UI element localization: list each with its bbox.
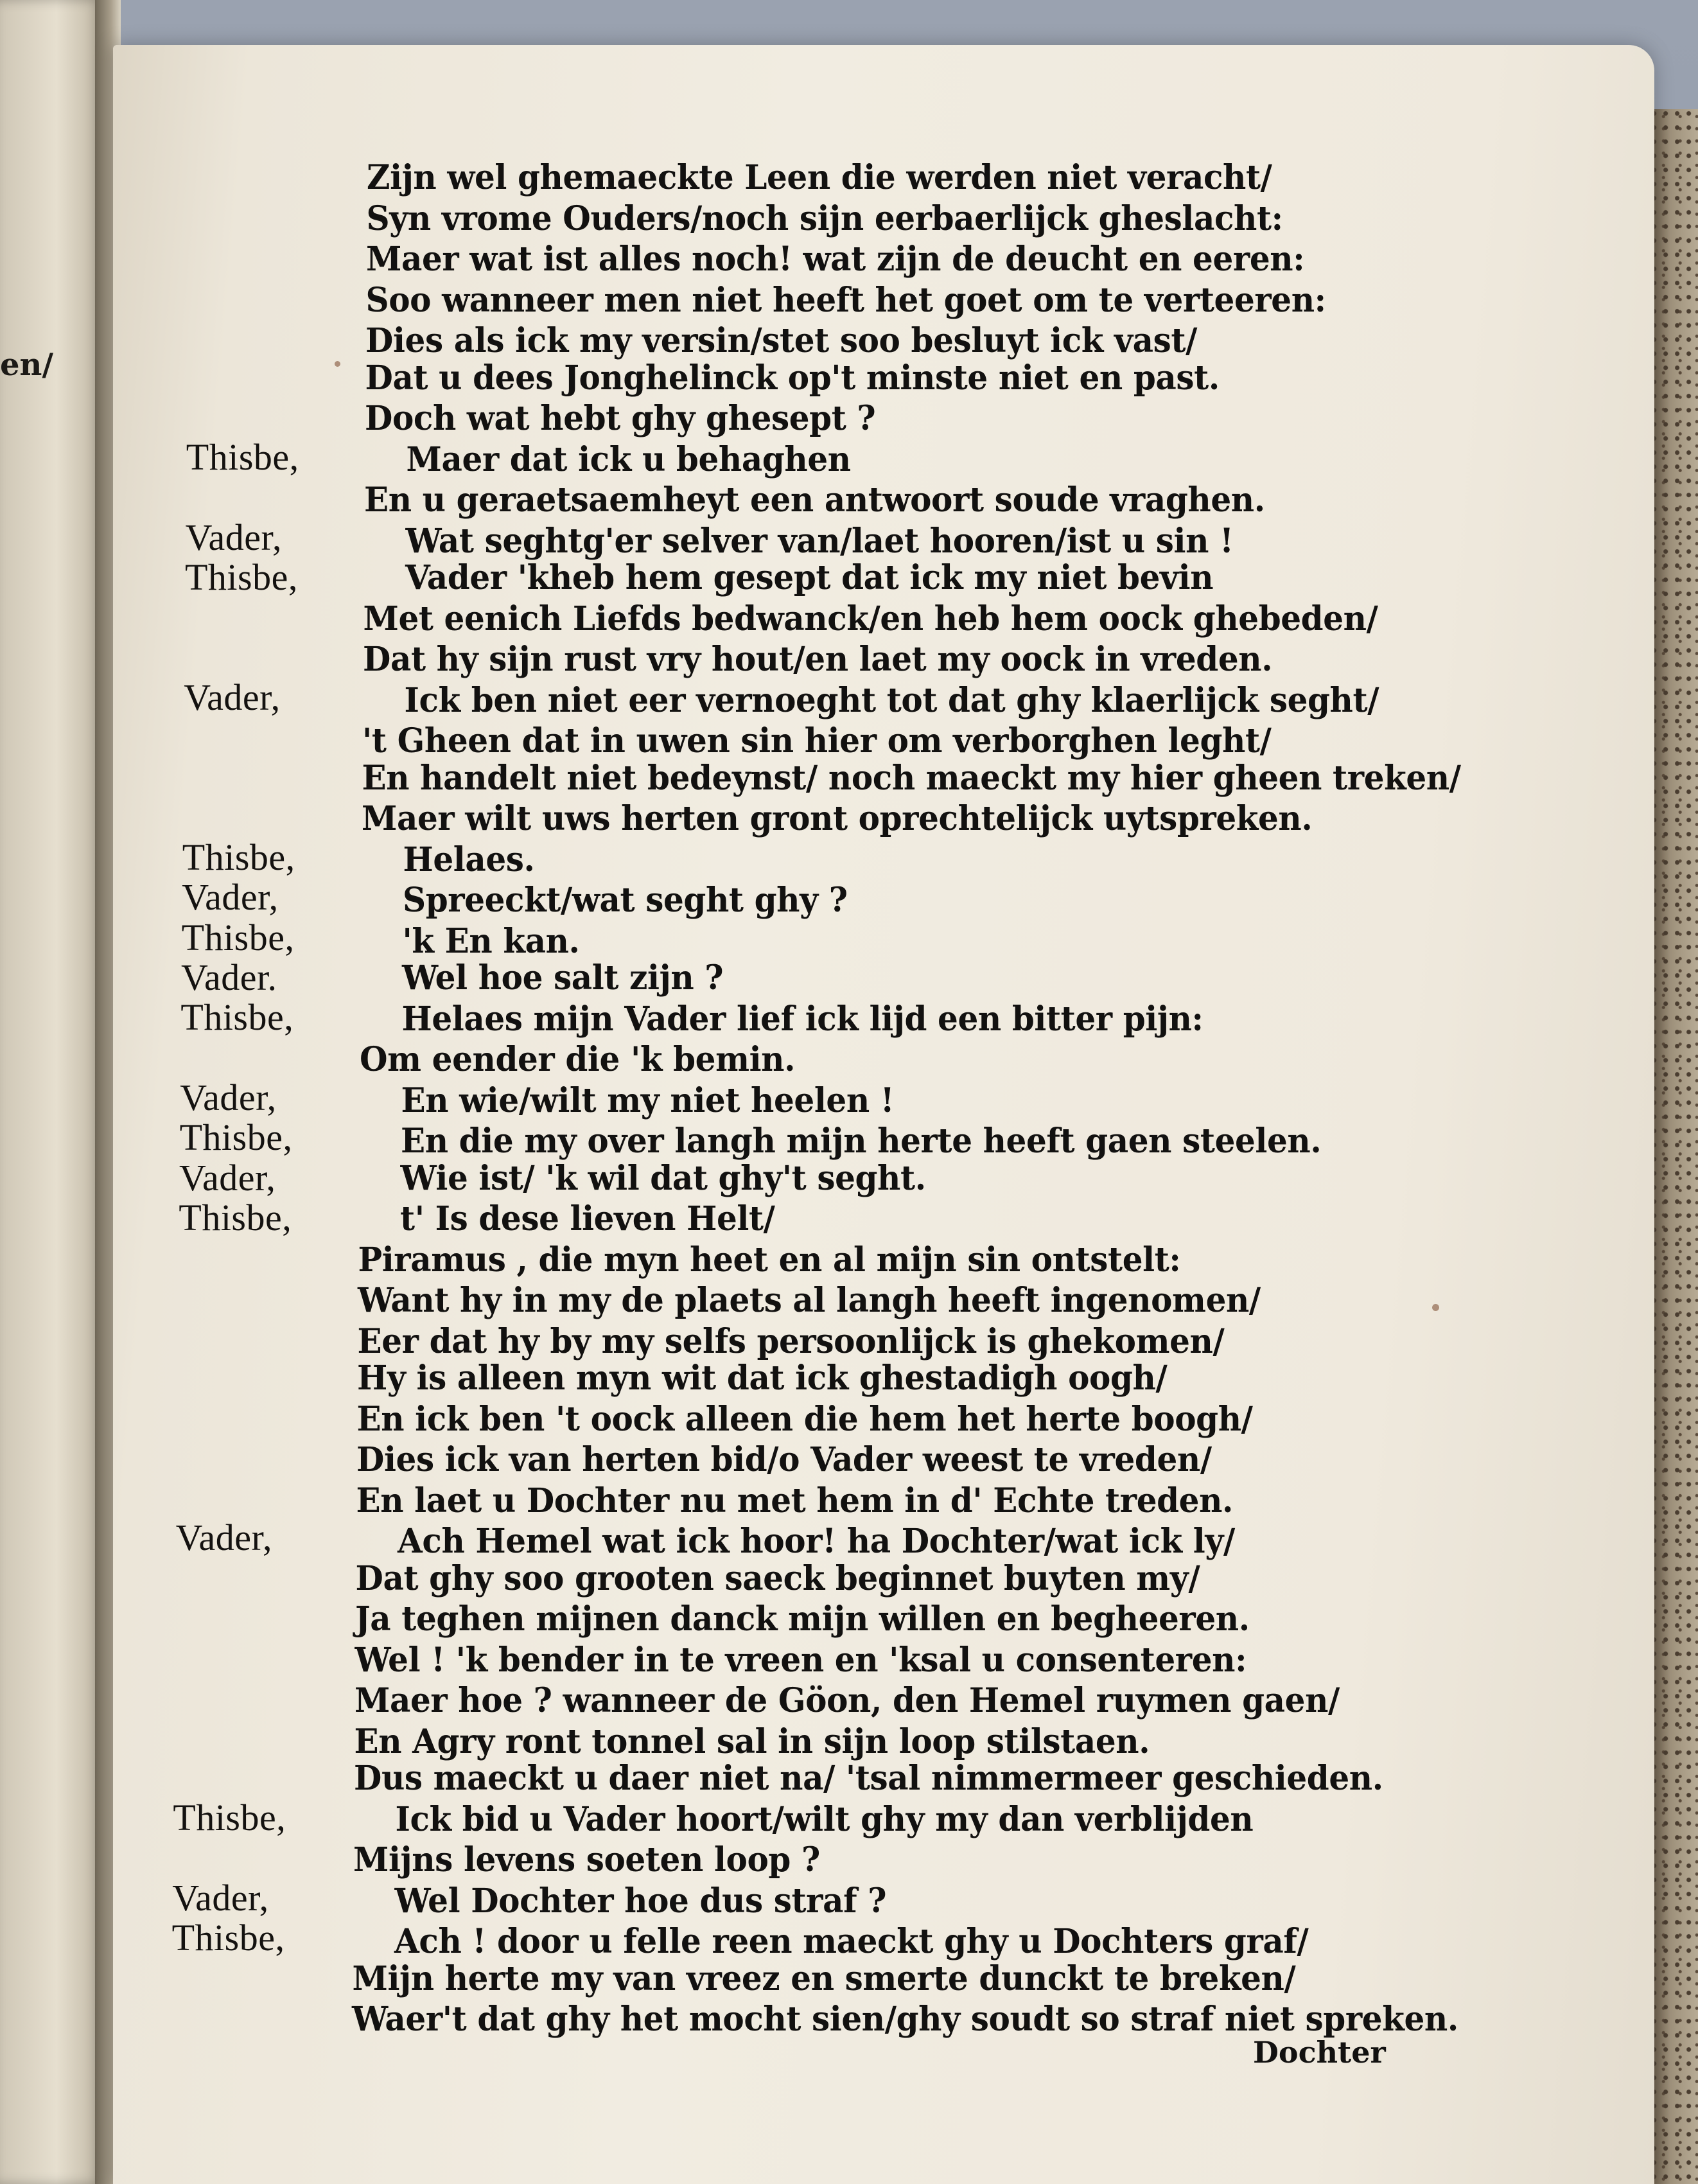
verse-line: Dies ick van herten bid/o Vader weest te vreden/ bbox=[356, 1439, 1212, 1479]
verse-line: Wat seghtg'er selver van/laet hooren/ist u sin ! bbox=[405, 520, 1234, 560]
verse-line: Maer hoe ? wanneer de Göon, den Hemel ruymen gaen/ bbox=[354, 1680, 1340, 1720]
verse-line: Dat ghy soo grooten saeck beginnet buyten my/ bbox=[355, 1558, 1200, 1598]
verse-line: Helaes. bbox=[403, 839, 535, 879]
verse-line: Mijns levens soeten loop ? bbox=[353, 1839, 820, 1880]
verse-line: Hy is alleen myn wit dat ick ghestadigh oogh/ bbox=[357, 1357, 1168, 1398]
verse-line: Ach Hemel wat ick hoor! ha Dochter/wat ick ly/ bbox=[398, 1520, 1235, 1561]
verse-line: Dat u dees Jonghelinck op't minste niet en past. bbox=[365, 357, 1220, 397]
verse-line: Wel hoe salt zijn ? bbox=[402, 957, 724, 998]
verse-line: Ja teghen mijnen danck mijn willen en begheeren. bbox=[355, 1598, 1250, 1639]
speaker-label: Thisbe, bbox=[179, 1116, 293, 1159]
verse-line: En u geraetsaemheyt een antwoort soude vraghen. bbox=[364, 479, 1265, 520]
verse-line: Ick ben niet eer vernoeght tot dat ghy klaerlijck seght/ bbox=[404, 680, 1379, 719]
speaker-label: Thisbe, bbox=[171, 1917, 285, 1959]
verse-line: Ick bid u Vader hoort/wilt ghy my dan verblijden bbox=[395, 1799, 1254, 1838]
verse-line: Wel ! 'k bender in te vreen en 'ksal u consenteren: bbox=[354, 1639, 1247, 1679]
speaker-label: Vader, bbox=[185, 516, 283, 558]
verse-line: Zijn wel ghemaeckte Leen die werden niet veracht/ bbox=[367, 157, 1272, 197]
book-page bbox=[113, 45, 1654, 2184]
speaker-label: Vader, bbox=[184, 676, 281, 718]
verse-line: Dies als ick my versin/stet soo besluyt ick vast/ bbox=[365, 320, 1197, 360]
book-cover-edge bbox=[1652, 109, 1698, 2184]
verse-line: En Agry ront tonnel sal in sijn loop stilstaen. bbox=[354, 1721, 1150, 1761]
verse-line: Vader 'kheb hem gesept dat ick my niet bevin bbox=[405, 557, 1214, 597]
verse-line: Maer wilt uws herten gront oprechtelijck uytspreken. bbox=[362, 798, 1313, 838]
verse-line: 'k En kan. bbox=[402, 920, 580, 960]
verse-line: Maer dat ick u behaghen bbox=[406, 439, 851, 479]
speaker-label: Thisbe, bbox=[173, 1797, 286, 1839]
left-page-edge bbox=[0, 0, 103, 2184]
verse-line: Eer dat hy by my selfs persoonlijck is ghekomen/ bbox=[357, 1321, 1225, 1361]
verse-line: En die my over langh mijn herte heeft gaen steelen. bbox=[401, 1120, 1322, 1161]
verse-line: En laet u Dochter nu met hem in d' Echte treden. bbox=[356, 1480, 1234, 1520]
speaker-label: Thisbe, bbox=[182, 836, 295, 879]
verse-line: Spreeckt/wat seght ghy ? bbox=[403, 879, 848, 920]
verse-line: t' Is dese lieven Helt/ bbox=[400, 1198, 775, 1238]
verse-line: En ick ben 't oock alleen die hem het herte boogh/ bbox=[356, 1398, 1253, 1438]
verse-line: Mijn herte my van vreez en smerte dunckt te breken/ bbox=[352, 1958, 1296, 1998]
speaker-label: Vader, bbox=[180, 1076, 277, 1118]
verse-line: Want hy in my de plaets al langh heeft ingenomen/ bbox=[358, 1280, 1261, 1320]
verse-line: Piramus , die myn heet en al mijn sin ontstelt: bbox=[358, 1239, 1181, 1279]
verse-line: Om eender die 'k bemin. bbox=[360, 1039, 796, 1079]
verse-line: Wel Dochter hoe dus straf ? bbox=[394, 1880, 887, 1920]
speaker-label: Thisbe, bbox=[179, 1196, 292, 1238]
catchword: Dochter bbox=[1253, 2035, 1386, 2070]
verse-line: Met eenich Liefds bedwanck/en heb hem oock ghebeden/ bbox=[363, 598, 1378, 638]
verse-line: Wie ist/ 'k wil dat ghy't seght. bbox=[400, 1158, 926, 1197]
speaker-label: Vader, bbox=[172, 1876, 269, 1919]
speaker-label: Thisbe, bbox=[185, 556, 298, 598]
verse-line: Maer wat ist alles noch! wat zijn de deucht en eeren: bbox=[366, 238, 1305, 279]
speaker-label: Thisbe, bbox=[181, 916, 295, 958]
speaker-label: Thisbe, bbox=[180, 996, 294, 1039]
verse-line: En wie/wilt my niet heelen ! bbox=[401, 1080, 895, 1120]
ink-spot bbox=[1432, 1304, 1439, 1311]
speaker-label: Vader. bbox=[181, 956, 277, 998]
speaker-label: Vader, bbox=[179, 1156, 276, 1199]
verse-line: En handelt niet bedeynst/ noch maeckt my hier gheen treken/ bbox=[362, 757, 1461, 797]
speaker-label: Vader, bbox=[175, 1517, 273, 1559]
verse-line: Waer't dat ghy het mocht sien/ghy soudt so straf niet spreken. bbox=[352, 1998, 1458, 2039]
verse-line: Helaes mijn Vader lief ick lijd een bitter pijn: bbox=[401, 998, 1203, 1038]
speaker-label: Thisbe, bbox=[186, 436, 299, 479]
ink-spot bbox=[335, 361, 340, 367]
verse-line: Ach ! door u felle reen maeckt ghy u Dochters graf/ bbox=[394, 1921, 1309, 1961]
verse-line: Syn vrome Ouders/noch sijn eerbaerlijck gheslacht: bbox=[366, 198, 1283, 238]
left-page-text-fragment: en/ bbox=[0, 347, 53, 383]
verse-line: Soo wanneer men niet heeft het goet om te verteeren: bbox=[365, 279, 1326, 319]
verse-line: Doch wat hebt ghy ghesept ? bbox=[365, 398, 876, 438]
speaker-label: Vader, bbox=[182, 876, 279, 919]
verse-line: Dus maeckt u daer niet na/ 'tsal nimmermeer geschieden. bbox=[354, 1757, 1383, 1798]
verse-line: Dat hy sijn rust vry hout/en laet my oock in vreden. bbox=[363, 638, 1273, 679]
verse-line: 't Gheen dat in uwen sin hier om verborghen leght/ bbox=[362, 720, 1272, 761]
